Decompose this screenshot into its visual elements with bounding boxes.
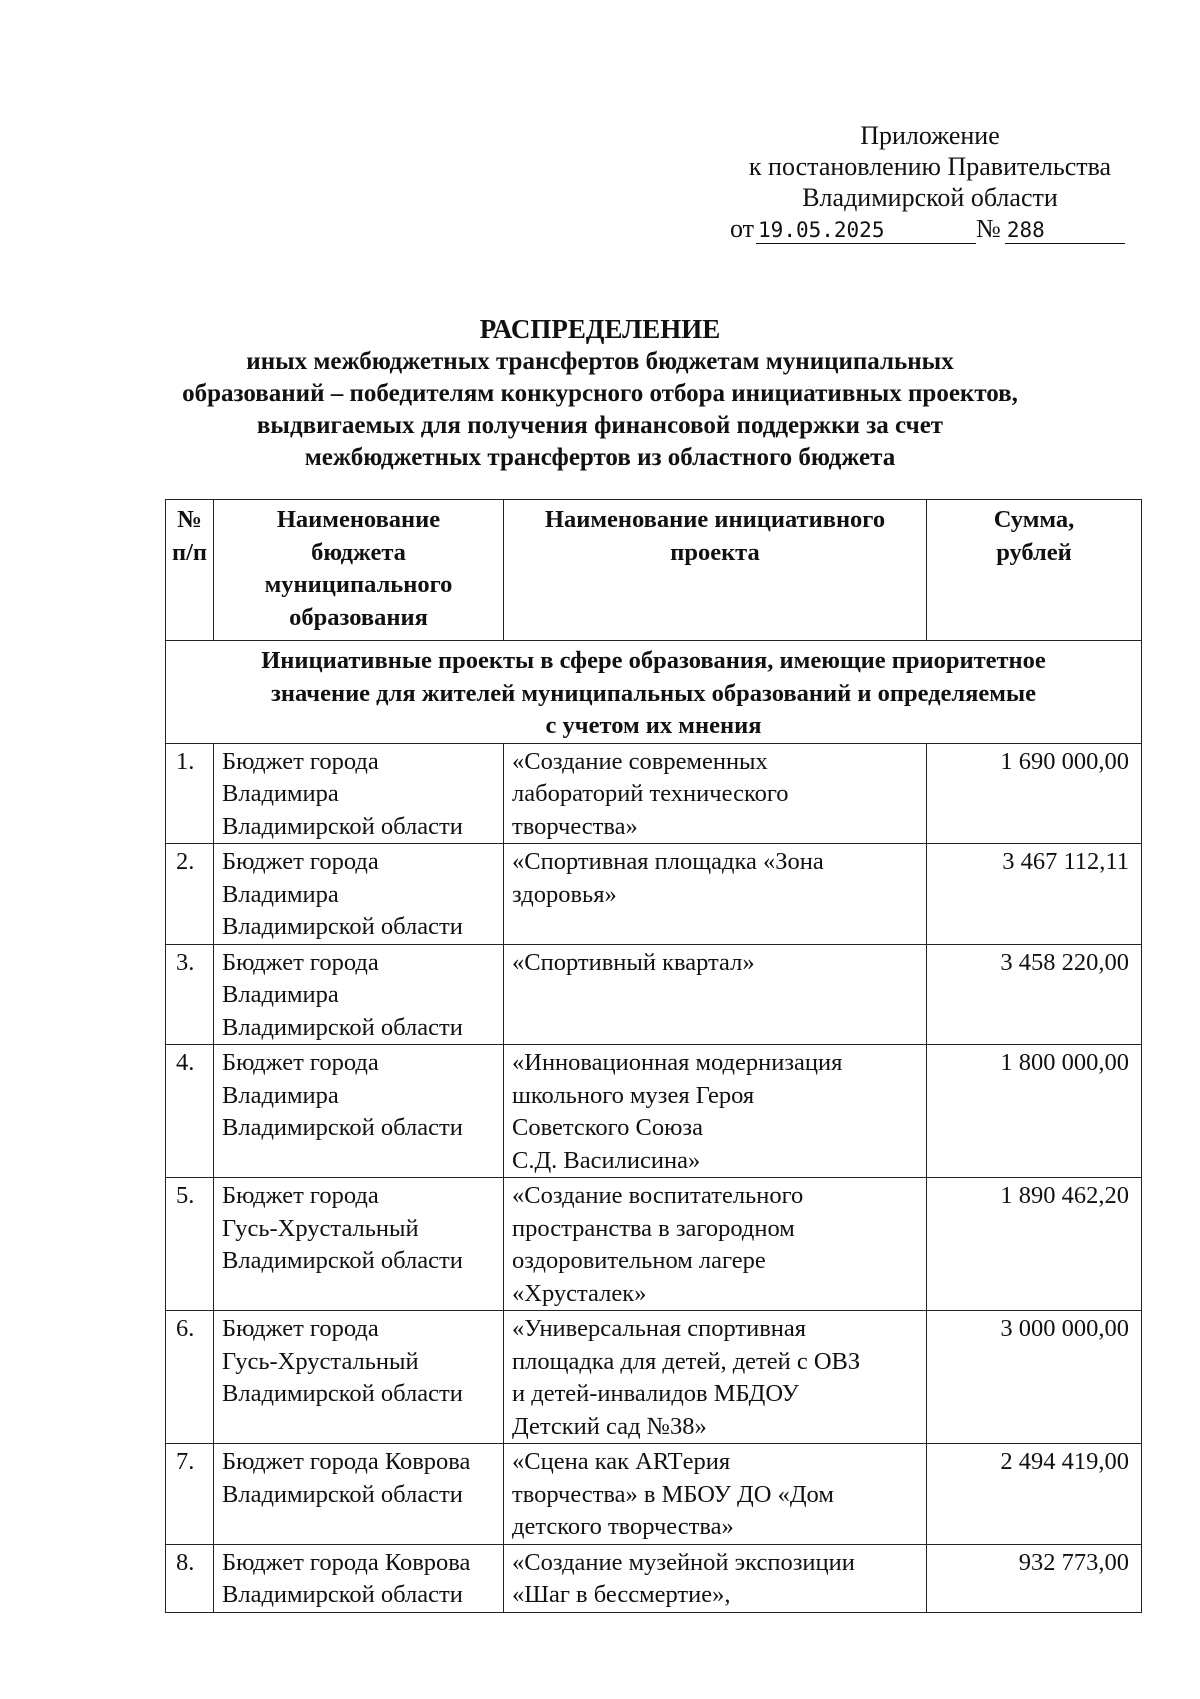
project-line: «Спортивная площадка «Зона xyxy=(512,848,824,875)
project-line: оздоровительном лагере xyxy=(512,1247,766,1274)
budget-line: Бюджет города xyxy=(222,1182,379,1209)
table-row xyxy=(166,743,1142,844)
project-line: площадка для детей, детей с ОВЗ xyxy=(512,1347,861,1375)
project-line: и детей-инвалидов МБДОУ xyxy=(512,1380,800,1407)
row-project xyxy=(504,844,927,945)
row-number: 4. xyxy=(166,1045,214,1178)
appendix-title: Приложение xyxy=(860,121,1000,150)
heading-line-3: выдвигаемых для получения финансовой поддержки за счет xyxy=(256,412,944,439)
heading-title: РАСПРЕДЕЛЕНИЕ xyxy=(479,314,721,344)
header-budget: Наименование бюджета муниципального образования xyxy=(214,500,504,641)
table-row xyxy=(166,944,1142,1045)
heading-line-1: иных межбюджетных трансфертов бюджетам муниципальных xyxy=(246,348,954,375)
appendix-date-line xyxy=(730,213,1130,244)
header-sum: Сумма, рублей xyxy=(927,500,1142,641)
budget-line: Бюджет города xyxy=(222,1315,379,1342)
header-project: Наименование инициативного проекта xyxy=(504,500,927,641)
budget-line: Владимирской области xyxy=(222,1247,463,1274)
heading-line-2: образований – победителям конкурсного отбора инициативных проектов, xyxy=(182,380,1018,407)
project-line: пространства в загородном xyxy=(512,1214,795,1242)
project-line: «Инновационная модернизация xyxy=(512,1049,843,1076)
row-sum: 1 890 462,20 xyxy=(927,1178,1142,1311)
project-line: школьного музея Героя xyxy=(512,1081,755,1109)
row-sum: 3 467 112,11 xyxy=(927,844,1142,945)
project-line: «Хрусталек» xyxy=(512,1279,647,1307)
row-number: 6. xyxy=(166,1311,214,1444)
row-project xyxy=(504,944,927,1045)
distribution-table xyxy=(165,499,1142,1613)
project-line: «Создание музейной экспозиции xyxy=(512,1548,855,1576)
heading-line-4: межбюджетных трансфертов из областного бюджета xyxy=(304,444,896,471)
project-line: лабораторий технического xyxy=(512,780,789,807)
row-sum: 932 773,00 xyxy=(927,1544,1142,1612)
budget-line: Гусь-Хрустальный xyxy=(222,1347,419,1375)
row-sum: 3 458 220,00 xyxy=(927,944,1142,1045)
row-number: 8. xyxy=(166,1544,214,1612)
appendix-line-3: Владимирской области xyxy=(802,183,1058,212)
row-budget xyxy=(214,844,504,945)
budget-line: Владимирской области xyxy=(222,1380,463,1407)
budget-line: Владимира xyxy=(222,1081,339,1109)
section-row xyxy=(166,641,1142,744)
project-line: творчества» в МБОУ ДО «Дом xyxy=(512,1480,834,1508)
row-project xyxy=(504,1045,927,1178)
budget-line: Гусь-Хрустальный xyxy=(222,1214,419,1242)
project-line: Советского Союза xyxy=(512,1114,703,1141)
row-number: 3. xyxy=(166,944,214,1045)
row-number: 2. xyxy=(166,844,214,945)
table-header-row xyxy=(166,500,1142,641)
row-budget xyxy=(214,1444,504,1545)
table-row xyxy=(166,844,1142,945)
budget-line: Владимирской области xyxy=(222,1480,463,1508)
project-line: «Спортивный квартал» xyxy=(512,948,755,976)
project-line: «Сцена как ARTерия xyxy=(512,1448,731,1475)
project-line: «Создание современных xyxy=(512,747,768,775)
project-line: «Шаг в бессмертие», xyxy=(512,1581,731,1608)
project-line: Детский сад №38» xyxy=(512,1412,707,1440)
row-budget xyxy=(214,1178,504,1311)
appendix-line-2: к постановлению Правительства xyxy=(748,152,1112,181)
row-number: 7. xyxy=(166,1444,214,1545)
row-sum: 1 690 000,00 xyxy=(927,743,1142,844)
row-project xyxy=(504,1544,927,1612)
row-budget xyxy=(214,1544,504,1612)
project-line: «Создание воспитательного xyxy=(512,1182,804,1209)
budget-line: Владимира xyxy=(222,780,339,807)
table-row xyxy=(166,1178,1142,1311)
row-project xyxy=(504,1444,927,1545)
row-sum: 3 000 000,00 xyxy=(927,1311,1142,1444)
row-budget xyxy=(214,944,504,1045)
document-date: 19.05.2025 xyxy=(756,217,976,244)
row-sum: 1 800 000,00 xyxy=(927,1045,1142,1178)
row-project xyxy=(504,743,927,844)
row-number: 5. xyxy=(166,1178,214,1311)
budget-line: Бюджет города xyxy=(222,1049,379,1076)
row-budget xyxy=(214,1311,504,1444)
budget-line: Бюджет города xyxy=(222,948,379,976)
budget-line: Владимирской области xyxy=(222,1013,463,1041)
number-sign: № xyxy=(976,214,1001,243)
project-line: С.Д. Василисина» xyxy=(512,1146,701,1174)
row-project xyxy=(504,1178,927,1311)
row-budget xyxy=(214,743,504,844)
table-row xyxy=(166,1045,1142,1178)
budget-line: Владимирской области xyxy=(222,1581,463,1608)
document-heading xyxy=(140,312,1060,474)
table-row xyxy=(166,1544,1142,1612)
budget-line: Владимирской области xyxy=(222,1114,463,1141)
budget-line: Бюджет города xyxy=(222,747,379,775)
budget-line: Владимирской области xyxy=(222,812,463,840)
budget-line: Владимира xyxy=(222,880,339,908)
document-number: 288 xyxy=(1005,217,1125,244)
row-budget xyxy=(214,1045,504,1178)
table-row xyxy=(166,1444,1142,1545)
budget-line: Владимирской области xyxy=(222,913,463,940)
row-project xyxy=(504,1311,927,1444)
budget-line: Бюджет города xyxy=(222,848,379,875)
project-line: детского творчества» xyxy=(512,1513,734,1540)
appendix-block xyxy=(730,120,1130,244)
budget-line: Бюджет города Коврова xyxy=(222,1448,471,1475)
row-number: 1. xyxy=(166,743,214,844)
header-number: № п/п xyxy=(166,500,214,641)
row-sum: 2 494 419,00 xyxy=(927,1444,1142,1545)
budget-line: Бюджет города Коврова xyxy=(222,1548,471,1576)
budget-line: Владимира xyxy=(222,981,339,1008)
project-line: здоровья» xyxy=(512,880,617,908)
section-title: Инициативные проекты в сфере образования, имеющие приоритетное значение для жителей муниципальных образований и определяемые с учетом их мнения xyxy=(166,641,1142,744)
date-prefix: от xyxy=(730,214,755,243)
project-line: «Универсальная спортивная xyxy=(512,1315,807,1342)
project-line: творчества» xyxy=(512,812,638,840)
table-row xyxy=(166,1311,1142,1444)
